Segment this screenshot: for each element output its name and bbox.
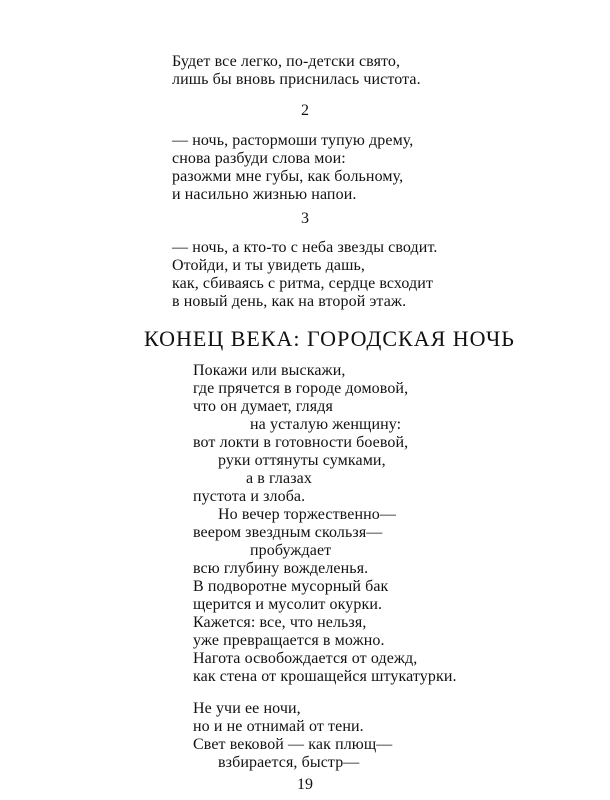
poem-line: руки оттянуты сумками, bbox=[218, 452, 386, 469]
section-number: 2 bbox=[301, 102, 309, 119]
section-number: 3 bbox=[301, 210, 309, 227]
poem-line: — ночь, растормоши тупую дрему, bbox=[172, 132, 414, 149]
poem-line: но и не отнимай от тени. bbox=[193, 718, 364, 735]
poem-line: вот локти в готовности боевой, bbox=[193, 434, 409, 451]
poem-line: Но вечер торжественно— bbox=[218, 506, 396, 523]
poem-line: где прячется в городе домовой, bbox=[193, 380, 409, 397]
poem-line: Нагота освобождается от одежд, bbox=[193, 650, 418, 667]
poem-title: КОНЕЦ ВЕКА: ГОРОДСКАЯ НОЧЬ bbox=[144, 326, 515, 351]
poem-line: В подворотне мусорный бак bbox=[193, 578, 389, 595]
poem-line: как, сбиваясь с ритма, сердце всходит bbox=[172, 275, 434, 292]
poem-line: щерится и мусолит окурки. bbox=[193, 596, 383, 613]
poem-line: Отойди, и ты увидеть дашь, bbox=[172, 257, 366, 274]
poem-line: снова разбуди слова мои: bbox=[172, 150, 346, 167]
poem-line: Не учи ее ночи, bbox=[193, 700, 301, 717]
poem-line: разожми мне губы, как больному, bbox=[172, 168, 404, 185]
poem-line: как стена от крошащейся штукатурки. bbox=[193, 668, 457, 685]
poem-line: на усталую женщину: bbox=[250, 416, 402, 433]
poem-line: веером звездным скользя— bbox=[193, 524, 383, 541]
poem-line: уже превращается в можно. bbox=[193, 632, 385, 649]
poem-line: что он думает, глядя bbox=[193, 398, 333, 415]
poem-line: Кажется: все, что нельзя, bbox=[193, 614, 367, 631]
poem-line: Покажи или выскажи, bbox=[193, 362, 346, 379]
poem-line: Свет вековой — как плющ— bbox=[193, 736, 393, 753]
poem-line: в новый день, как на второй этаж. bbox=[172, 293, 407, 310]
poem-line: пустота и злоба. bbox=[193, 488, 306, 505]
poem-line: а в глазах bbox=[246, 470, 312, 487]
poem-line: всю глубину вожделенья. bbox=[193, 560, 369, 577]
poem-line: Будет все легко, по-детски свято, bbox=[172, 53, 401, 70]
poem-line: и насильно жизнью напои. bbox=[172, 186, 357, 203]
poem-line: лишь бы вновь приснилась чистота. bbox=[172, 71, 421, 88]
page-number: 19 bbox=[297, 776, 313, 793]
poem-line: — ночь, а кто-то с неба звезды сводит. bbox=[172, 239, 438, 256]
poem-line: взбирается, быстр— bbox=[218, 754, 360, 771]
poem-line: пробуждает bbox=[250, 542, 332, 559]
